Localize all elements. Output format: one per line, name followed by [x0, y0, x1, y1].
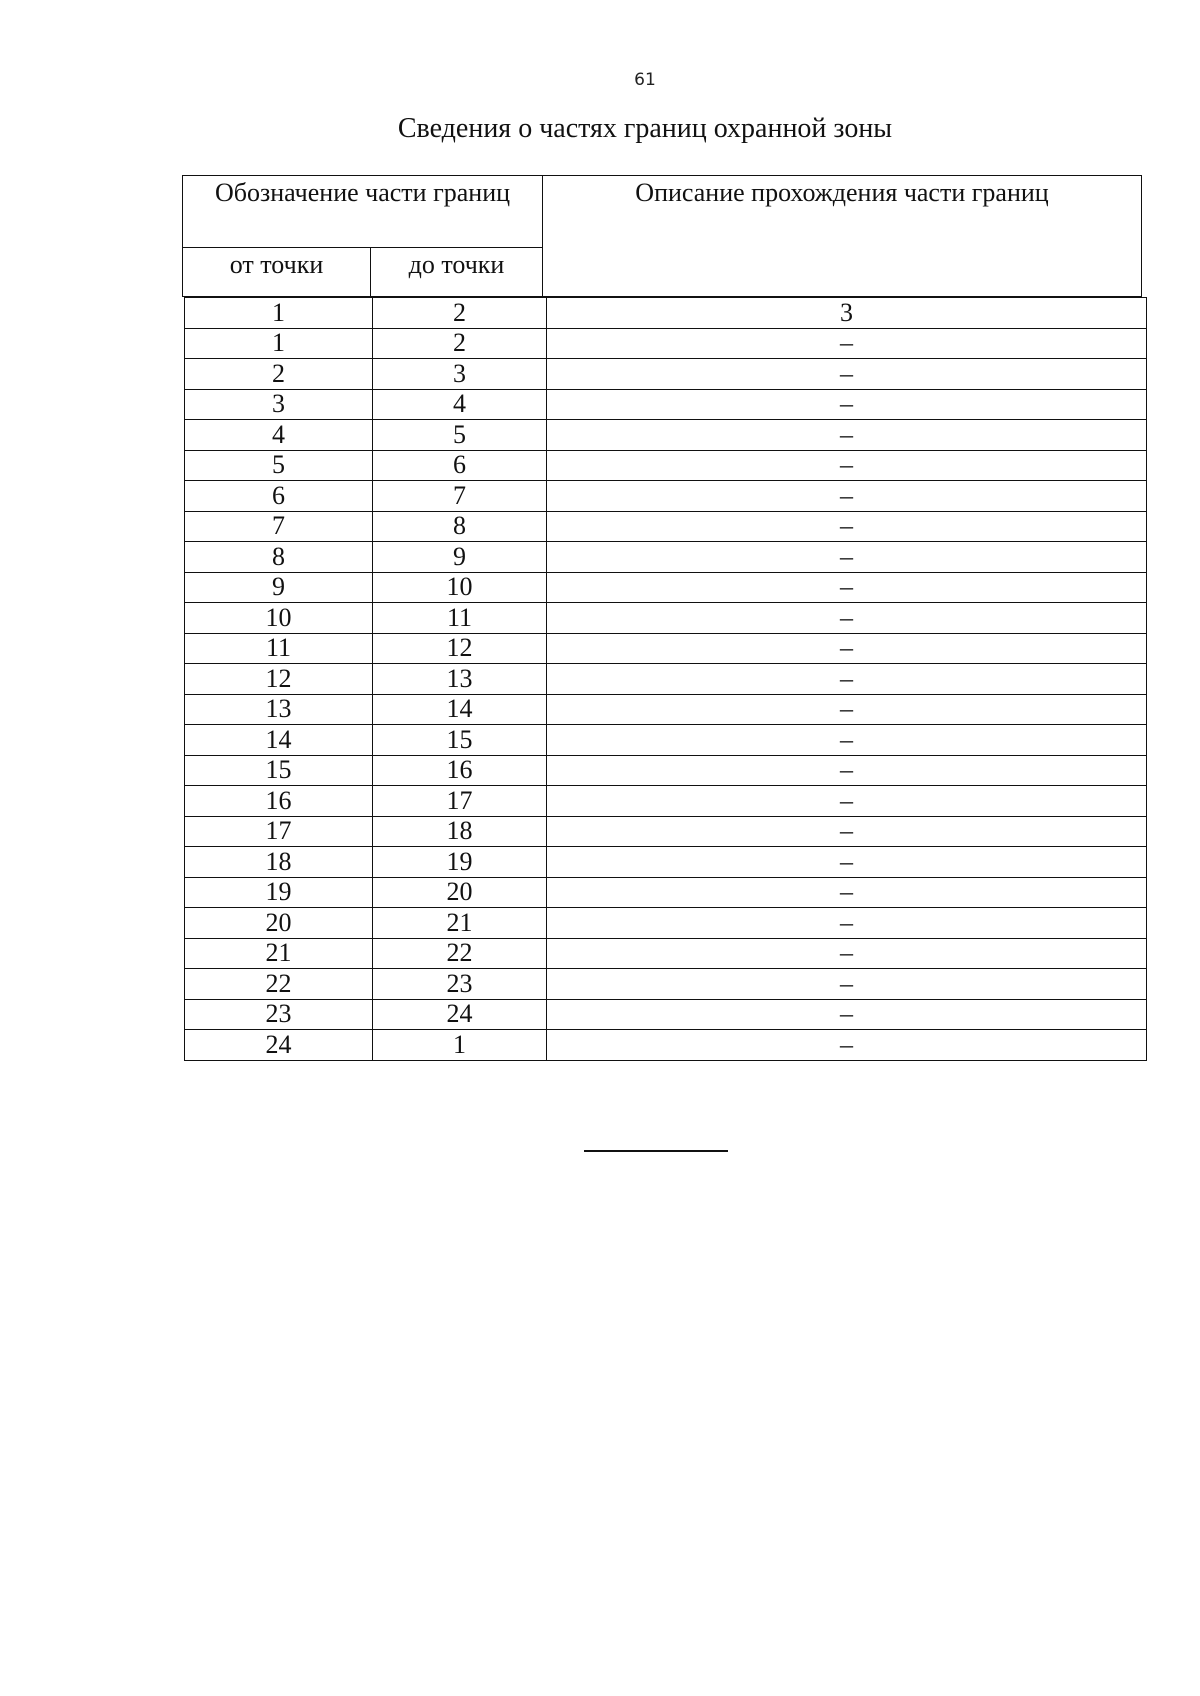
boundary-table-header — [182, 175, 1142, 297]
to-point-cell: 6 — [373, 450, 547, 481]
description-cell: – — [547, 847, 1147, 878]
header-boundary-part-designation: Обозначение части границ — [183, 176, 543, 248]
from-point-cell: 13 — [185, 694, 373, 725]
description-cell: – — [547, 816, 1147, 847]
header-to-point: до точки — [371, 248, 543, 297]
description-cell: – — [547, 938, 1147, 969]
from-point-cell: 1 — [185, 328, 373, 359]
from-point-cell: 17 — [185, 816, 373, 847]
to-point-cell: 21 — [373, 908, 547, 939]
table-row — [185, 877, 1147, 908]
description-cell: – — [547, 389, 1147, 420]
description-cell: – — [547, 359, 1147, 390]
to-point-cell: 10 — [373, 572, 547, 603]
table-row — [185, 664, 1147, 695]
to-point-cell: 4 — [373, 389, 547, 420]
description-cell: – — [547, 694, 1147, 725]
table-row — [185, 298, 1147, 329]
description-cell: – — [547, 633, 1147, 664]
from-point-cell: 2 — [185, 359, 373, 390]
to-point-cell: 3 — [373, 359, 547, 390]
table-row — [185, 389, 1147, 420]
to-point-cell: 16 — [373, 755, 547, 786]
table-row — [185, 572, 1147, 603]
to-point-cell: 19 — [373, 847, 547, 878]
table-row — [185, 359, 1147, 390]
description-cell: – — [547, 664, 1147, 695]
to-point-cell: 24 — [373, 999, 547, 1030]
page-number: 61 — [634, 70, 656, 90]
to-point-cell: 9 — [373, 542, 547, 573]
header-from-point: от точки — [183, 248, 371, 297]
table-row — [185, 511, 1147, 542]
from-point-cell: 15 — [185, 755, 373, 786]
description-cell: – — [547, 725, 1147, 756]
to-point-cell: 13 — [373, 664, 547, 695]
table-row — [185, 328, 1147, 359]
from-point-cell: 23 — [185, 999, 373, 1030]
from-point-cell: 14 — [185, 725, 373, 756]
to-point-cell: 1 — [373, 1030, 547, 1061]
description-cell: – — [547, 786, 1147, 817]
description-cell: – — [547, 420, 1147, 451]
table-row — [185, 603, 1147, 634]
description-cell: – — [547, 877, 1147, 908]
to-point-cell: 15 — [373, 725, 547, 756]
from-point-cell: 21 — [185, 938, 373, 969]
from-point-cell: 4 — [185, 420, 373, 451]
description-cell: – — [547, 908, 1147, 939]
to-point-cell: 2 — [373, 328, 547, 359]
from-point-cell: 3 — [185, 389, 373, 420]
table-row — [185, 633, 1147, 664]
description-cell: – — [547, 542, 1147, 573]
to-point-cell: 12 — [373, 633, 547, 664]
to-point-cell: 5 — [373, 420, 547, 451]
from-point-cell: 8 — [185, 542, 373, 573]
description-cell: – — [547, 572, 1147, 603]
table-row — [185, 786, 1147, 817]
from-point-cell: 1 — [185, 298, 373, 329]
table-row — [185, 420, 1147, 451]
to-point-cell: 20 — [373, 877, 547, 908]
from-point-cell: 24 — [185, 1030, 373, 1061]
table-row — [185, 725, 1147, 756]
description-cell: – — [547, 328, 1147, 359]
table-row — [185, 755, 1147, 786]
from-point-cell: 10 — [185, 603, 373, 634]
to-point-cell: 22 — [373, 938, 547, 969]
from-point-cell: 6 — [185, 481, 373, 512]
description-cell: – — [547, 511, 1147, 542]
to-point-cell: 11 — [373, 603, 547, 634]
description-cell: – — [547, 450, 1147, 481]
from-point-cell: 7 — [185, 511, 373, 542]
description-cell: 3 — [547, 298, 1147, 329]
header-boundary-description: Описание прохождения части границ — [543, 176, 1142, 297]
to-point-cell: 2 — [373, 298, 547, 329]
table-row — [185, 816, 1147, 847]
table-row — [185, 908, 1147, 939]
from-point-cell: 22 — [185, 969, 373, 1000]
document-title: Сведения о частях границ охранной зоны — [397, 113, 893, 144]
table-row — [185, 969, 1147, 1000]
description-cell: – — [547, 481, 1147, 512]
table-row — [185, 694, 1147, 725]
end-rule-divider — [584, 1150, 728, 1152]
table-row — [185, 481, 1147, 512]
to-point-cell: 18 — [373, 816, 547, 847]
from-point-cell: 18 — [185, 847, 373, 878]
to-point-cell: 17 — [373, 786, 547, 817]
table-row — [185, 999, 1147, 1030]
description-cell: – — [547, 969, 1147, 1000]
description-cell: – — [547, 999, 1147, 1030]
table-row — [185, 542, 1147, 573]
from-point-cell: 5 — [185, 450, 373, 481]
to-point-cell: 7 — [373, 481, 547, 512]
table-row — [185, 938, 1147, 969]
to-point-cell: 14 — [373, 694, 547, 725]
from-point-cell: 19 — [185, 877, 373, 908]
from-point-cell: 11 — [185, 633, 373, 664]
description-cell: – — [547, 1030, 1147, 1061]
table-row — [185, 847, 1147, 878]
description-cell: – — [547, 603, 1147, 634]
from-point-cell: 12 — [185, 664, 373, 695]
description-cell: – — [547, 755, 1147, 786]
to-point-cell: 23 — [373, 969, 547, 1000]
from-point-cell: 16 — [185, 786, 373, 817]
boundary-table-body — [184, 297, 1147, 1061]
from-point-cell: 9 — [185, 572, 373, 603]
table-row — [185, 450, 1147, 481]
to-point-cell: 8 — [373, 511, 547, 542]
table-row — [185, 1030, 1147, 1061]
from-point-cell: 20 — [185, 908, 373, 939]
